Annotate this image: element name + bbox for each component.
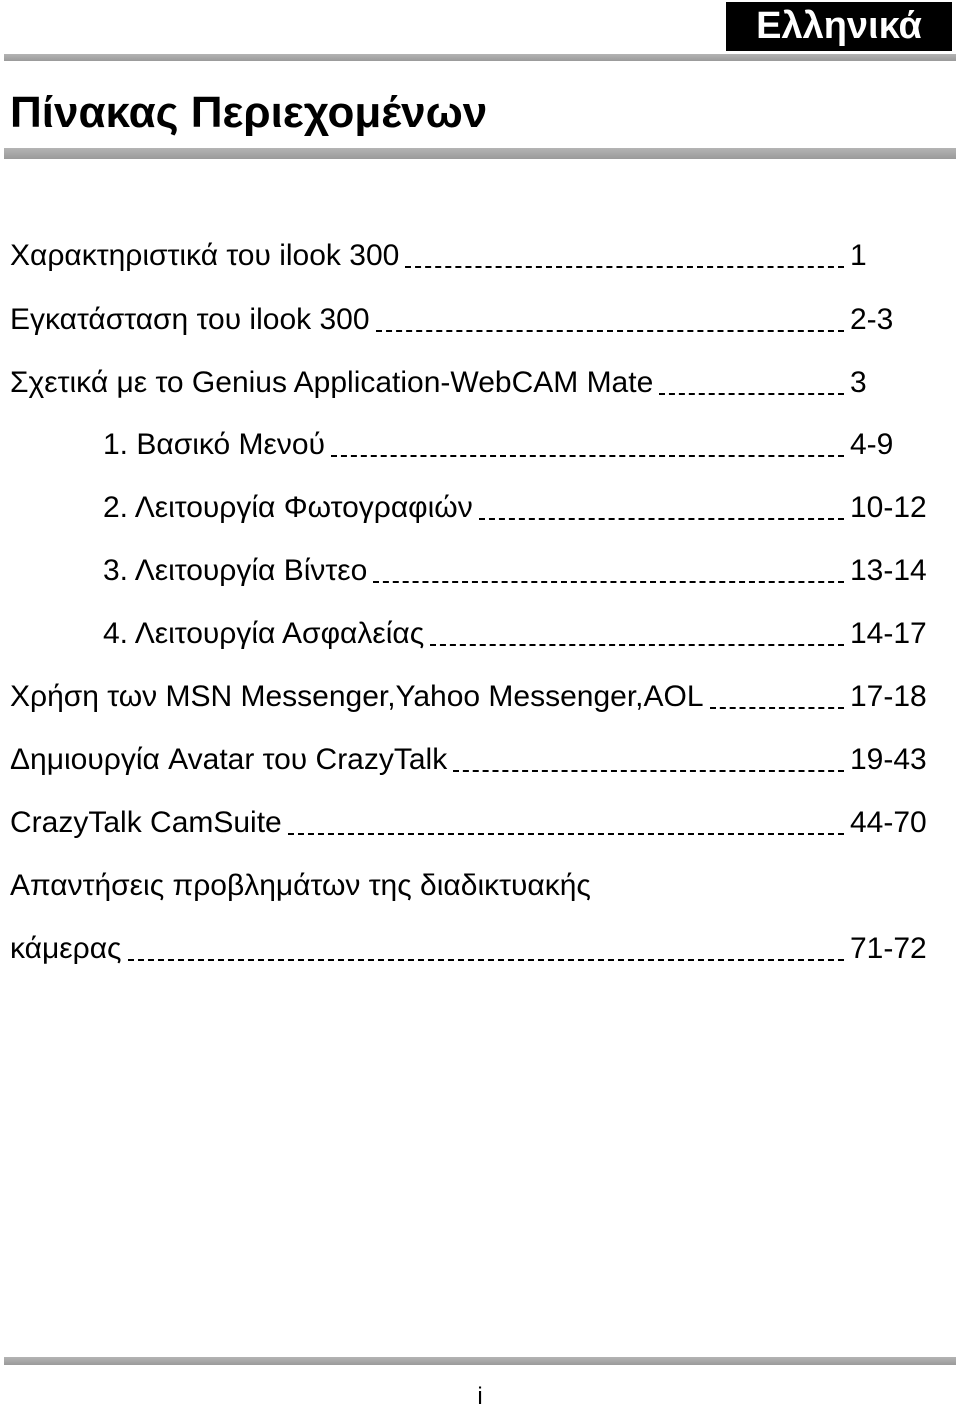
toc-entry-page: 13-14 <box>850 554 927 587</box>
toc-entry-label: 2. Λειτουργία Φωτογραφιών <box>103 491 473 524</box>
page-title: Πίνακας Περιεχομένων <box>10 88 488 137</box>
toc-entry-label: Χαρακτηριστικά του ilook 300 <box>10 239 400 272</box>
toc-entry-photo-mode[interactable] <box>10 486 940 530</box>
toc-entry-page: 4-9 <box>850 428 894 461</box>
toc-dot-leader <box>479 517 844 520</box>
toc-entry-label: Χρήση των MSN Messenger,Yahoo Messenger,AOL <box>10 680 704 713</box>
footer-divider <box>4 1357 956 1365</box>
toc-dot-leader <box>376 329 844 332</box>
title-divider <box>4 148 956 159</box>
toc-entry-installation[interactable] <box>10 298 940 342</box>
toc-entry-label: 1. Βασικό Μενού <box>103 428 325 461</box>
toc-entry-features[interactable] <box>10 234 940 278</box>
toc-entry-label: Δημιουργία Avatar του CrazyTalk <box>10 743 448 776</box>
toc-entry-page: 44-70 <box>850 806 927 839</box>
toc-entry-page: 3 <box>850 366 867 399</box>
toc-entry-label: Σχετικά με το Genius Application-WebCAM Mate <box>10 366 654 399</box>
toc-dot-leader <box>373 580 844 583</box>
toc-entry-label: 4. Λειτουργία Ασφαλείας <box>103 617 425 650</box>
toc-entry-video-mode[interactable] <box>10 549 940 593</box>
toc-entry-label: κάμερας <box>10 932 122 965</box>
toc-dot-leader <box>710 706 844 709</box>
language-badge: Ελληνικά <box>726 2 952 51</box>
toc-entry-troubleshooting-line1[interactable] <box>10 864 940 908</box>
toc-dot-leader <box>659 392 844 395</box>
toc-entry-main-menu[interactable] <box>10 423 940 467</box>
toc-dot-leader <box>430 643 844 646</box>
toc-entry-label: Εγκατάσταση του ilook 300 <box>10 303 370 336</box>
toc-entry-crazytalk-camsuite[interactable] <box>10 801 940 845</box>
toc-entry-page: 19-43 <box>850 743 927 776</box>
toc-entry-about-webcam-mate[interactable] <box>10 361 940 405</box>
toc-entry-page: 1 <box>850 239 867 272</box>
toc-entry-label: 3. Λειτουργία Βίντεο <box>103 554 368 587</box>
toc-dot-leader <box>405 265 844 268</box>
toc-entry-messengers[interactable] <box>10 675 940 719</box>
header-divider <box>4 54 956 61</box>
page-number: i <box>477 1383 483 1410</box>
toc-entry-troubleshooting-line2[interactable] <box>10 927 940 971</box>
toc-entry-label: Απαντήσεις προβλημάτων της διαδικτυακής <box>10 869 591 902</box>
toc-entry-page: 2-3 <box>850 303 894 336</box>
toc-entry-page: 14-17 <box>850 617 927 650</box>
toc-dot-leader <box>288 832 844 835</box>
toc-dot-leader <box>453 769 844 772</box>
toc-entry-label: CrazyTalk CamSuite <box>10 806 282 839</box>
toc-dot-leader <box>128 958 844 961</box>
toc-entry-crazytalk-avatar[interactable] <box>10 738 940 782</box>
toc-entry-page: 17-18 <box>850 680 927 713</box>
toc-dot-leader <box>331 454 844 457</box>
toc-entry-page: 71-72 <box>850 932 927 965</box>
toc-entry-security-mode[interactable] <box>10 612 940 656</box>
toc-entry-page: 10-12 <box>850 491 927 524</box>
